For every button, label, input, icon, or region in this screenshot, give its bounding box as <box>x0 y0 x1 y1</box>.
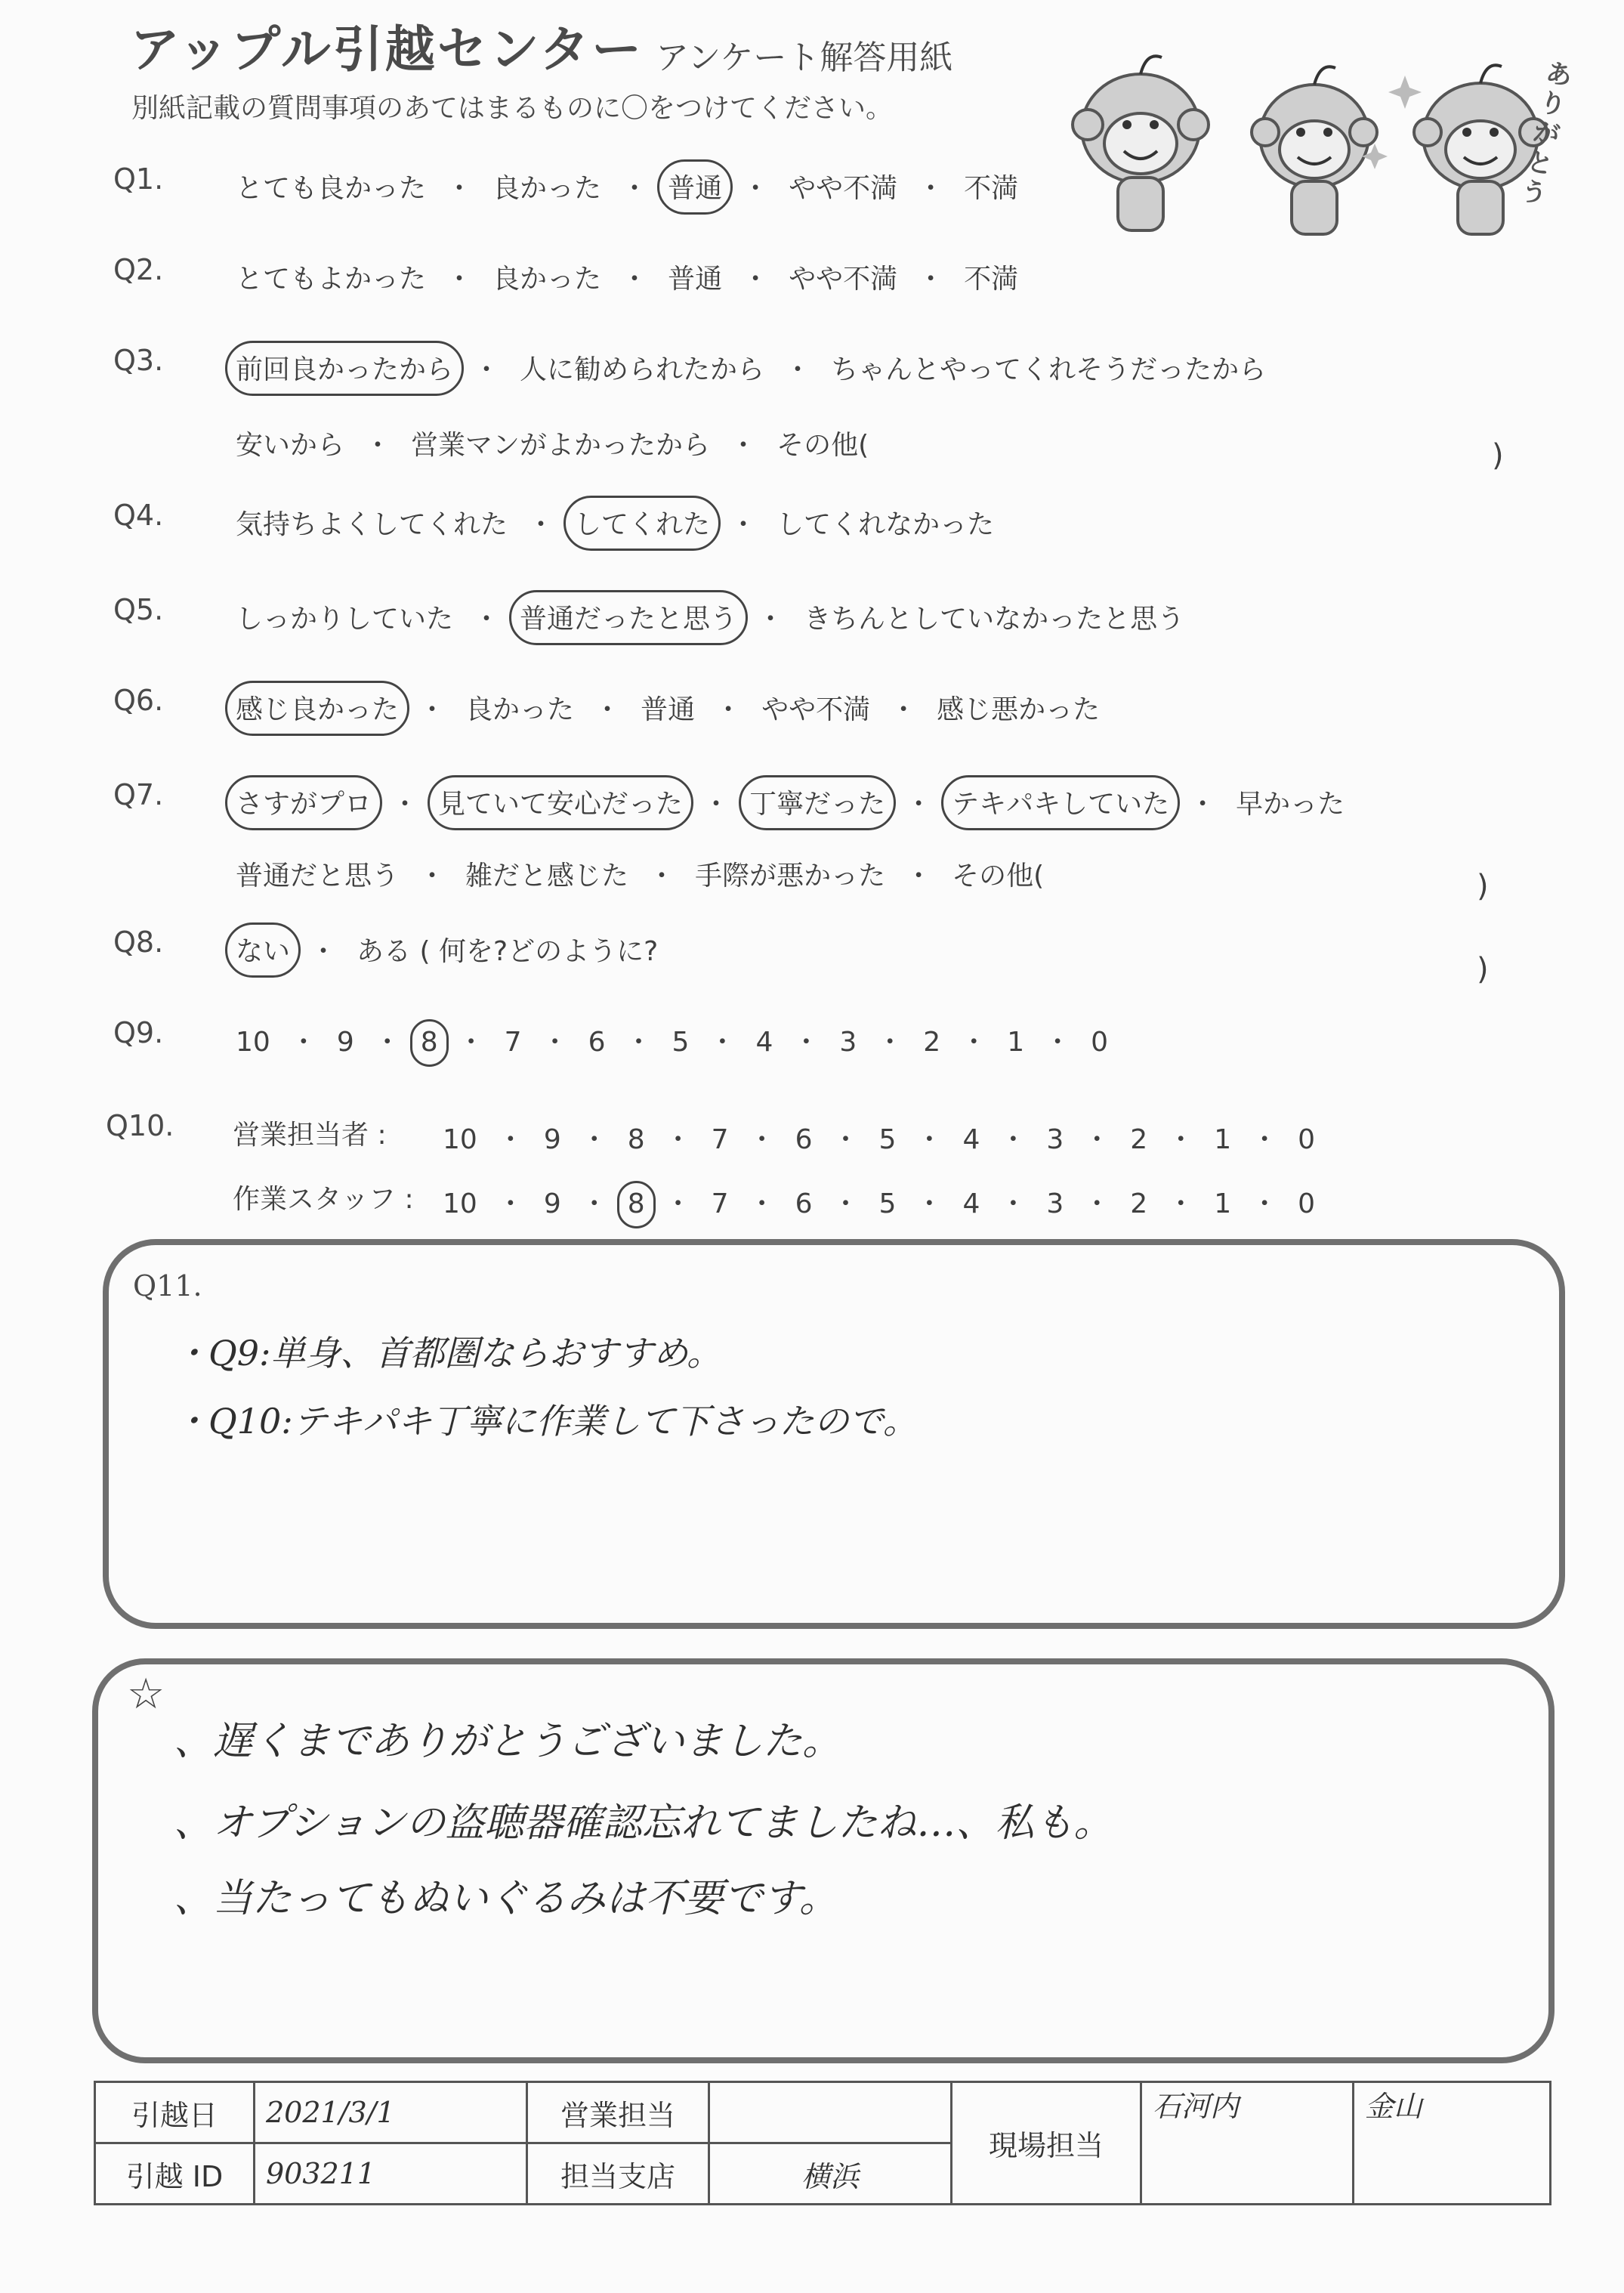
question-number: Q1. <box>113 162 164 196</box>
answer-option[interactable]: 普通 <box>641 694 696 725</box>
comment-line-1: 、遅くまでありがとうございました。 <box>174 1719 842 1764</box>
separator: ・ <box>742 173 770 204</box>
separator: ・ <box>915 1188 943 1219</box>
separator: ・ <box>784 354 812 385</box>
score-option[interactable]: 2 <box>1130 1124 1148 1155</box>
question-number: Q8. <box>113 926 164 959</box>
comment-line-3: 、当たってもぬいぐるみは不要です。 <box>174 1876 838 1921</box>
q11-label: Q11. <box>133 1269 202 1303</box>
close-paren: ) <box>1477 952 1489 987</box>
separator: ・ <box>730 509 758 540</box>
score-option[interactable]: 2 <box>1130 1188 1148 1219</box>
question-options-row <box>236 503 994 542</box>
separator: ・ <box>960 1027 988 1058</box>
separator: ・ <box>742 264 770 295</box>
separator: ・ <box>1167 1124 1195 1155</box>
separator: ・ <box>999 1124 1027 1155</box>
separator: ・ <box>310 936 338 967</box>
answer-option[interactable]: 普通だと思う <box>236 861 400 892</box>
question-options-row <box>236 1021 1108 1059</box>
answer-option[interactable]: 4 <box>755 1027 773 1058</box>
q11-answer-line-2: ・Q10:テキパキ丁寧に作業して下さったので。 <box>174 1401 918 1442</box>
separator: ・ <box>1251 1124 1279 1155</box>
answer-option[interactable]: 5 <box>672 1027 690 1058</box>
separator: ・ <box>905 861 933 892</box>
question-options-row <box>236 167 1018 206</box>
separator: ・ <box>496 1188 524 1219</box>
answer-option[interactable]: 営業マンがよかったから <box>411 430 711 461</box>
form-title: アップル引越センター <box>130 20 644 79</box>
separator: ・ <box>890 694 918 725</box>
site-staff-label: 現場担当 <box>952 2082 1141 2205</box>
separator: ・ <box>621 264 649 295</box>
separator: ・ <box>915 1124 943 1155</box>
score-option[interactable]: 4 <box>962 1124 980 1155</box>
q10-row-label: 作業スタッフ : <box>233 1184 414 1215</box>
q10-scale-row <box>443 1182 1315 1221</box>
separator: ・ <box>832 1188 860 1219</box>
question-options-row <box>236 348 1266 387</box>
move-id-label: 引越 ID <box>95 2143 255 2205</box>
answer-option[interactable]: 0 <box>1091 1027 1109 1058</box>
separator: ・ <box>418 694 446 725</box>
answer-option[interactable]: 人に勧められたから <box>520 354 765 385</box>
score-option[interactable]: 8 <box>627 1188 645 1219</box>
mascot-illustration <box>1057 30 1579 249</box>
separator: ・ <box>473 604 501 635</box>
star-icon: ☆ <box>127 1670 165 1719</box>
separator: ・ <box>446 264 474 295</box>
separator: ・ <box>527 509 555 540</box>
answer-option[interactable]: 手際が悪かった <box>695 861 886 892</box>
answer-option[interactable]: 普通だったと思う <box>520 598 737 636</box>
answer-option[interactable]: してくれた <box>574 503 710 542</box>
score-option[interactable]: 7 <box>711 1188 729 1219</box>
question-number: Q2. <box>113 253 164 286</box>
score-option[interactable]: 3 <box>1046 1188 1064 1219</box>
close-paren: ) <box>1492 438 1504 473</box>
answer-option[interactable]: 10 <box>236 1027 270 1058</box>
separator: ・ <box>1083 1124 1111 1155</box>
separator: ・ <box>715 694 743 725</box>
separator: ・ <box>473 354 501 385</box>
question-number: Q5. <box>113 593 164 626</box>
branch-label: 担当支店 <box>527 2143 709 2205</box>
separator: ・ <box>748 1124 776 1155</box>
site-staff-2: 金山 <box>1354 2082 1551 2205</box>
score-option[interactable]: 4 <box>962 1188 980 1219</box>
separator: ・ <box>541 1027 569 1058</box>
separator: ・ <box>594 694 622 725</box>
separator: ・ <box>446 173 474 204</box>
score-option[interactable]: 3 <box>1046 1124 1064 1155</box>
score-option[interactable]: 6 <box>795 1124 813 1155</box>
question-options-row <box>236 258 1018 296</box>
separator: ・ <box>580 1188 608 1219</box>
form-subtitle: アンケート解答用紙 <box>656 39 953 77</box>
answer-option[interactable]: その他( <box>952 861 1045 892</box>
separator: ・ <box>905 789 933 820</box>
separator: ・ <box>289 1027 317 1058</box>
answer-option[interactable]: ない <box>236 930 290 969</box>
question-options-row <box>236 424 869 462</box>
q10-row-label: 営業担当者 : <box>233 1120 387 1151</box>
question-options-row <box>236 930 658 969</box>
separator: ・ <box>999 1188 1027 1219</box>
score-option[interactable]: 6 <box>795 1188 813 1219</box>
answer-option[interactable]: 感じ悪かった <box>937 694 1101 725</box>
question-number: Q9. <box>113 1016 164 1049</box>
answer-option[interactable]: 丁寧だった <box>749 783 885 821</box>
answer-option[interactable]: とてもよかった <box>236 264 427 295</box>
separator: ・ <box>496 1124 524 1155</box>
close-paren: ) <box>1477 869 1489 904</box>
separator: ・ <box>391 789 419 820</box>
separator: ・ <box>917 173 945 204</box>
answer-option[interactable]: 普通 <box>668 167 722 206</box>
score-option[interactable]: 9 <box>543 1124 561 1155</box>
separator: ・ <box>757 604 785 635</box>
answer-option[interactable]: 7 <box>504 1027 522 1058</box>
separator: ・ <box>792 1027 820 1058</box>
answer-option[interactable]: 2 <box>923 1027 941 1058</box>
separator: ・ <box>1167 1188 1195 1219</box>
question-number: Q6. <box>113 684 164 717</box>
question-number: Q3. <box>113 344 164 377</box>
separator: ・ <box>1251 1188 1279 1219</box>
score-option[interactable]: 1 <box>1214 1124 1232 1155</box>
q10-scale-row <box>443 1118 1315 1157</box>
move-id-value: 903211 <box>255 2143 527 2205</box>
score-option[interactable]: 5 <box>878 1188 897 1219</box>
answer-option[interactable]: きちんとしていなかったと思う <box>804 604 1185 635</box>
separator: ・ <box>702 789 730 820</box>
answer-option[interactable]: 8 <box>420 1027 438 1058</box>
answer-option[interactable]: 安いから <box>236 430 345 461</box>
mascot-thanks-text: ありがとう <box>1517 57 1575 211</box>
separator: ・ <box>580 1124 608 1155</box>
answer-option[interactable]: やや不満 <box>789 264 898 295</box>
sales-rep-label: 営業担当 <box>527 2082 709 2143</box>
separator: ・ <box>625 1027 653 1058</box>
separator: ・ <box>664 1124 692 1155</box>
answer-option[interactable]: 良かった <box>465 694 575 725</box>
score-option[interactable]: 0 <box>1298 1124 1316 1155</box>
separator: ・ <box>373 1027 401 1058</box>
question-number: Q7. <box>113 778 164 811</box>
q10-number: Q10. <box>106 1109 174 1142</box>
separator: ・ <box>730 430 758 461</box>
move-date-label: 引越日 <box>95 2082 255 2143</box>
answer-option[interactable]: 良かった <box>492 173 602 204</box>
branch-value: 横浜 <box>709 2143 952 2205</box>
move-date-value: 2021/3/1 <box>255 2082 527 2143</box>
separator: ・ <box>876 1027 904 1058</box>
answer-option[interactable]: 普通 <box>668 264 723 295</box>
form-instructions: 別紙記載の質問事項のあてはまるものに〇をつけてください。 <box>131 93 894 124</box>
score-option[interactable]: 1 <box>1214 1188 1232 1219</box>
answer-option[interactable]: やや不満 <box>761 694 871 725</box>
score-option[interactable]: 8 <box>627 1124 645 1155</box>
answer-option[interactable]: 見ていて安心だった <box>438 783 683 821</box>
move-info-table <box>94 2081 1551 2205</box>
question-options-row <box>236 598 1184 636</box>
score-option[interactable]: 7 <box>711 1124 729 1155</box>
separator: ・ <box>1083 1188 1111 1219</box>
score-option[interactable]: 9 <box>543 1188 561 1219</box>
answer-option[interactable]: 感じ良かった <box>236 688 399 727</box>
answer-option[interactable]: 不満 <box>964 173 1019 204</box>
answer-option[interactable]: 1 <box>1007 1027 1025 1058</box>
score-option[interactable]: 0 <box>1298 1188 1316 1219</box>
score-option[interactable]: 10 <box>443 1124 477 1155</box>
question-options-row <box>236 688 1100 727</box>
separator: ・ <box>748 1188 776 1219</box>
answer-option[interactable]: とても良かった <box>236 173 427 204</box>
separator: ・ <box>1189 789 1217 820</box>
answer-option[interactable]: 気持ちよくしてくれた <box>236 509 508 540</box>
answer-option[interactable]: ある ( 何を?どのように? <box>357 936 659 967</box>
separator: ・ <box>832 1124 860 1155</box>
sales-rep-value <box>709 2082 952 2143</box>
question-options-row <box>236 783 1345 821</box>
answer-option[interactable]: してくれなかった <box>776 509 995 540</box>
answer-option[interactable]: 6 <box>588 1027 606 1058</box>
separator: ・ <box>664 1188 692 1219</box>
answer-option[interactable]: さすがプロ <box>236 783 372 821</box>
answer-option[interactable]: 3 <box>839 1027 857 1058</box>
question-options-row <box>236 854 1044 893</box>
separator: ・ <box>1044 1027 1072 1058</box>
score-option[interactable]: 5 <box>878 1124 897 1155</box>
separator: ・ <box>648 861 676 892</box>
answer-option[interactable]: テキパキしていた <box>952 783 1169 821</box>
answer-option[interactable]: ちゃんとやってくれそうだったから <box>831 354 1267 385</box>
answer-option[interactable]: 不満 <box>964 264 1019 295</box>
answer-option[interactable]: 前回良かったから <box>236 348 453 387</box>
separator: ・ <box>709 1027 736 1058</box>
separator: ・ <box>621 173 649 204</box>
answer-option[interactable]: 雑だと感じた <box>465 861 629 892</box>
site-staff-1: 石河内 <box>1141 2082 1354 2205</box>
answer-option[interactable]: 早かった <box>1236 789 1345 820</box>
separator: ・ <box>364 430 392 461</box>
answer-option[interactable]: 良かった <box>492 264 602 295</box>
comment-line-2: 、オプションの盗聴器確認忘れてましたね…、私も。 <box>174 1800 1113 1846</box>
separator: ・ <box>917 264 945 295</box>
q11-answer-line-1: ・Q9:単身、首都圏ならおすすめ。 <box>174 1333 722 1374</box>
question-number: Q4. <box>113 499 164 532</box>
separator: ・ <box>457 1027 485 1058</box>
answer-option[interactable]: しっかりしていた <box>236 604 454 635</box>
separator: ・ <box>418 861 446 892</box>
answer-option[interactable]: その他( <box>776 430 869 461</box>
answer-option[interactable]: やや不満 <box>789 173 898 204</box>
score-option[interactable]: 10 <box>443 1188 477 1219</box>
answer-option[interactable]: 9 <box>336 1027 354 1058</box>
